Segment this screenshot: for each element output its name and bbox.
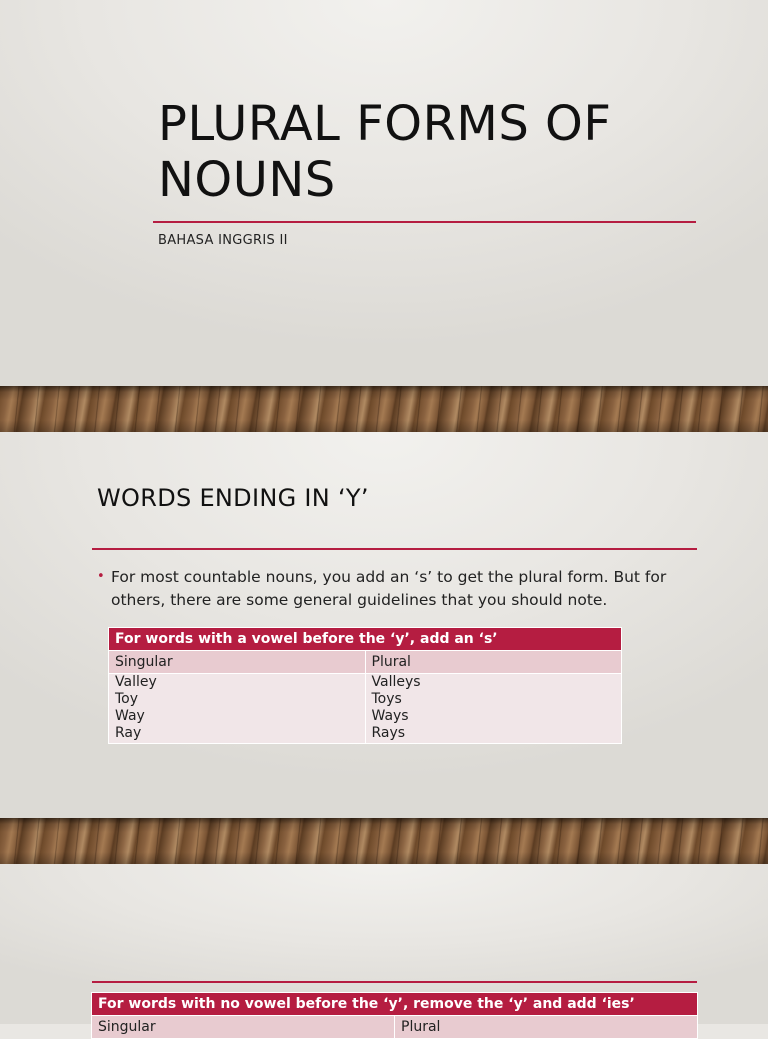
slide-1 — [0, 0, 768, 386]
slide-3 — [0, 864, 768, 1035]
bullet-dot-icon: • — [97, 569, 105, 584]
table-header-row — [109, 628, 622, 651]
singular-word: Way — [115, 708, 145, 724]
singular-word: Valley — [115, 674, 157, 690]
slide-title: PLURAL FORMS OF NOUNS — [158, 96, 612, 208]
singular-word: Ray — [115, 725, 142, 741]
column-singular: Singular — [109, 651, 366, 674]
section-heading: WORDS ENDING IN ‘Y’ — [97, 484, 369, 512]
title-divider — [153, 221, 696, 223]
plural-cell — [365, 674, 622, 744]
table-header-row — [92, 993, 698, 1016]
table-column-row — [92, 1016, 698, 1039]
plural-table-no-vowel — [91, 992, 698, 1039]
bullet-item — [97, 566, 711, 611]
column-plural: Plural — [395, 1016, 698, 1039]
singular-word: Toy — [115, 691, 139, 707]
table-header: For words with a vowel before the ‘y’, add an ‘s’ — [109, 628, 622, 651]
singular-cell — [109, 674, 366, 744]
plural-table-vowel — [108, 627, 622, 744]
table-row — [109, 674, 622, 744]
table-header: For words with no vowel before the ‘y’, remove the ‘y’ and add ‘ies’ — [92, 993, 698, 1016]
plural-word: Rays — [371, 725, 406, 741]
wood-floor-divider — [0, 386, 768, 432]
bullet-text: For most countable nouns, you add an ‘s’ to get the plural form. But for others, there are some general guidelines that you should note. — [111, 568, 667, 609]
heading-divider — [92, 981, 697, 983]
column-plural: Plural — [365, 651, 622, 674]
column-singular: Singular — [92, 1016, 395, 1039]
plural-word: Valleys — [371, 674, 421, 690]
heading-divider — [92, 548, 697, 550]
plural-word: Ways — [371, 708, 409, 724]
slide-2 — [0, 432, 768, 818]
table-column-row — [109, 651, 622, 674]
slide-subtitle: BAHASA INGGRIS II — [158, 233, 288, 248]
plural-word: Toys — [371, 691, 402, 707]
wood-floor-divider — [0, 818, 768, 864]
